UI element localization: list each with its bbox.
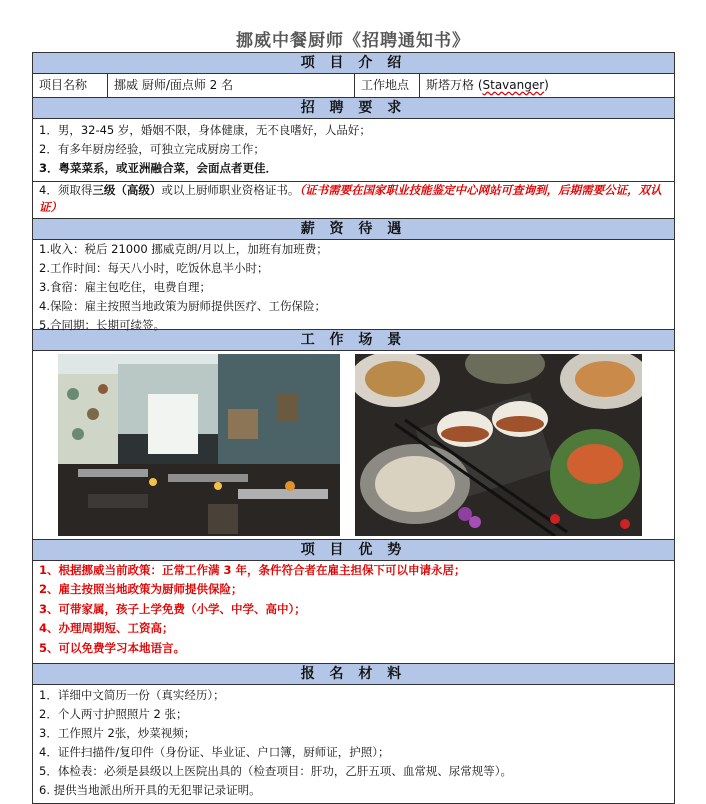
salary-line: 1.收入：税后 21000 挪威克朗/月以上，加班有加班费； xyxy=(39,242,328,256)
cert-level: 三级（高级） xyxy=(92,183,162,197)
cert-text-a: 4．须取得 xyxy=(39,183,93,197)
material-line: 1．详细中文简历一份（真实经历）； xyxy=(39,688,225,702)
requirements-header: 招 聘 要 求 xyxy=(33,98,674,119)
cert-text-c: 或以上厨师职业资格证书。 xyxy=(161,183,300,197)
restaurant-photo xyxy=(58,354,340,536)
cert-note: （证书需要在国家职业技能鉴定中心网站可查询到，后期需要公证，双认证） xyxy=(39,183,662,214)
food-photo xyxy=(355,354,642,536)
requirement-line: 1．男，32-45 岁，婚姻不限，身体健康，无不良嗜好，人品好； xyxy=(39,123,371,137)
material-line: 6. 提供当地派出所开具的无犯罪记录证明。 xyxy=(39,783,261,797)
salary-section xyxy=(33,240,674,330)
requirements-section xyxy=(33,119,674,182)
salary-line: 2.工作时间：每天八小时，吃饭休息半小时； xyxy=(39,261,269,275)
material-line: 2．个人两寸护照照片 2 张； xyxy=(39,707,188,721)
advantages-section xyxy=(33,561,674,664)
materials-header: 报 名 材 料 xyxy=(33,664,674,685)
material-line: 5．体检表：必须是县级以上医院出具的（检查项目：肝功，乙肝五项、血常规、尿常规等）。 xyxy=(39,764,513,778)
advantage-line: 1、根据挪威当前政策：正常工作满 3 年，条件符合者在雇主担保下可以申请永居； xyxy=(39,563,466,577)
advantage-line: 4、办理周期短、工资高； xyxy=(39,621,174,636)
project-intro-header: 项 目 介 绍 xyxy=(33,53,674,74)
salary-line: 5.合同期：长期可续签。 xyxy=(39,318,165,332)
project-info-row xyxy=(33,74,674,98)
salary-header: 薪 资 待 遇 xyxy=(33,219,674,240)
project-name-label: 项目名称 xyxy=(33,74,108,97)
work-location-close: ) xyxy=(544,78,549,92)
material-line: 4．证件扫描件/复印件（身份证、毕业证、户口簿，厨师证，护照）； xyxy=(39,745,390,759)
scene-header: 工 作 场 景 xyxy=(33,330,674,351)
advantage-line: 3、可带家属，孩子上学免费（小学、中学、高中）； xyxy=(39,601,306,616)
material-line: 3．工作照片 2张，炒菜视频； xyxy=(39,726,196,740)
requirement-line: 3．粤菜菜系，或亚洲融合菜，会面点者更佳． xyxy=(39,161,277,175)
recruitment-document xyxy=(32,52,675,804)
page-title: 挪威中餐厨师《招聘通知书》 xyxy=(236,31,470,51)
food-photo-image xyxy=(355,354,642,536)
project-name-value: 挪威 厨师/面点师 2 名 xyxy=(108,74,355,97)
work-location-en: Stavanger xyxy=(482,78,545,92)
restaurant-photo-image xyxy=(58,354,340,536)
advantages-header: 项 目 优 势 xyxy=(33,540,674,561)
work-location-city: 斯塔万格 ( xyxy=(426,78,483,92)
work-location-label: 工作地点 xyxy=(355,74,420,97)
advantage-line: 5、可以免费学习本地语言。 xyxy=(39,640,186,655)
salary-line: 3.食宿：雇主包吃住，电费自理； xyxy=(39,280,211,294)
advantage-line: 2、雇主按照当地政策为厨师提供保险； xyxy=(39,582,243,597)
requirement-line: 2．有多年厨房经验，可独立完成厨房工作； xyxy=(39,142,265,156)
scene-photos xyxy=(33,351,674,540)
salary-line: 4.保险：雇主按照当地政策为厨师提供医疗、工伤保险； xyxy=(39,299,326,313)
requirement-certificate xyxy=(33,182,674,219)
work-location-value xyxy=(420,74,674,97)
materials-section xyxy=(33,685,674,803)
